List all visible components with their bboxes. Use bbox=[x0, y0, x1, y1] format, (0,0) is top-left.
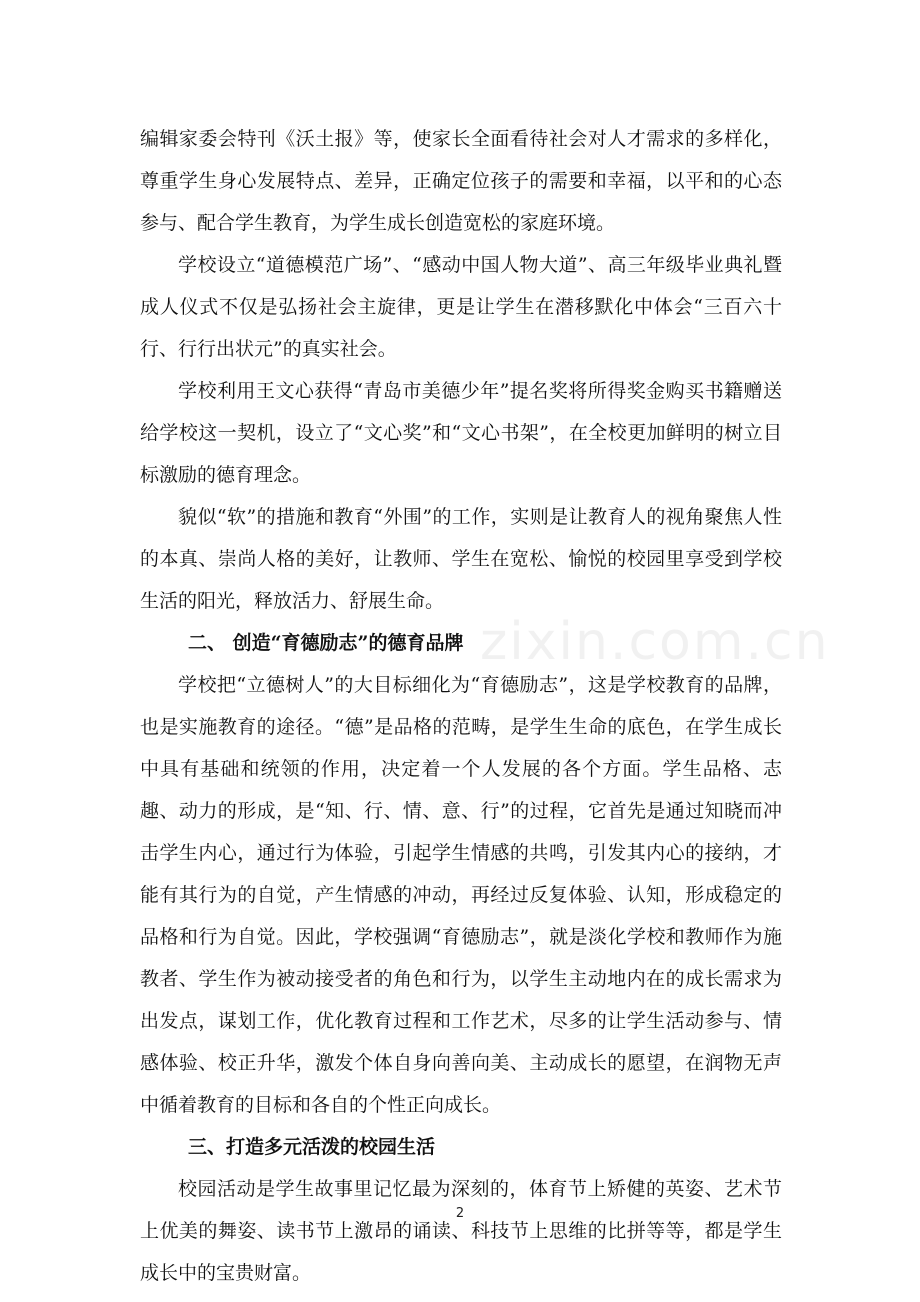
paragraph-soft-measures: 貌似“软”的措施和教育“外围”的工作，实则是让教育人的视角聚焦人性的本真、崇尚人格的美好，让教师、学生在宽松、愉悦的校园里享受到学校生活的阳光，释放活力、舒展生命。 bbox=[140, 506, 782, 612]
watermark: zixin.com.cn bbox=[480, 612, 830, 672]
section-heading-3: 三、打造多元活泼的校园生活 bbox=[188, 1136, 436, 1158]
paragraph-campus-life: 校园活动是学生故事里记忆最为深刻的，体育节上矫健的英姿、艺术节上优美的舞姿、读书节上激昂的诵读、科技节上思维的比拼等等，都是学生成长中的宝贵财富。 bbox=[140, 1178, 782, 1284]
section-heading-2: 二、 创造“育德励志”的德育品牌 bbox=[188, 632, 464, 654]
paragraph-moral-brand: 学校把“立德树人”的大目标细化为“育德励志”，这是学校教育的品牌，也是实施教育的途径。“德”是品格的范畴，是学生生命的底色，在学生成长中具有基础和统领的作用，决定着一个人发展的各个方面。学生品格、志趣、动力的形成，是“知、行、情、意、行”的过程，它首先是通过知晓而冲击学生内心，通过行为体验，引起学生情感的共鸣，引发其内心的接纳，才能有其行为的自觉，产生情感的冲动，再经过反复体验、认知，形成稳定的品格和行为自觉。因此，学校强调“育德励志”，就是淡化学校和教师作为施教者、学生作为被动接受者的角色和行为，以学生主动地内在的成长需求为出发点，谋划工作，优化教育过程和工作艺术，尽多的让学生活动参与、情感体验、校正升华，激发个体自身向善向美、主动成长的愿望，在润物无声中循着教育的目标和各自的个性正向成长。 bbox=[140, 674, 782, 1116]
paragraph-school-plaza: 学校设立“道德模范广场”、“感动中国人物大道”、高三年级毕业典礼暨成人仪式不仅是弘扬社会主旋律，更是让学生在潜移默化中体会“三百六十行、行行出状元”的真实社会。 bbox=[140, 254, 782, 360]
paragraph-continued: 编辑家委会特刊《沃土报》等，使家长全面看待社会对人才需求的多样化，尊重学生身心发展特点、差异，正确定位孩子的需要和幸福，以平和的心态参与、配合学生教育，为学生成长创造宽松的家庭环境。 bbox=[140, 128, 782, 234]
document-body bbox=[140, 118, 782, 1294]
paragraph-wenxin-award: 学校利用王文心获得“青岛市美德少年”提名奖将所得奖金购买书籍赠送给学校这一契机，设立了“文心奖”和“文心书架”，在全校更加鲜明的树立目标激励的德育理念。 bbox=[140, 380, 782, 486]
page-number: 2 bbox=[455, 1206, 465, 1221]
